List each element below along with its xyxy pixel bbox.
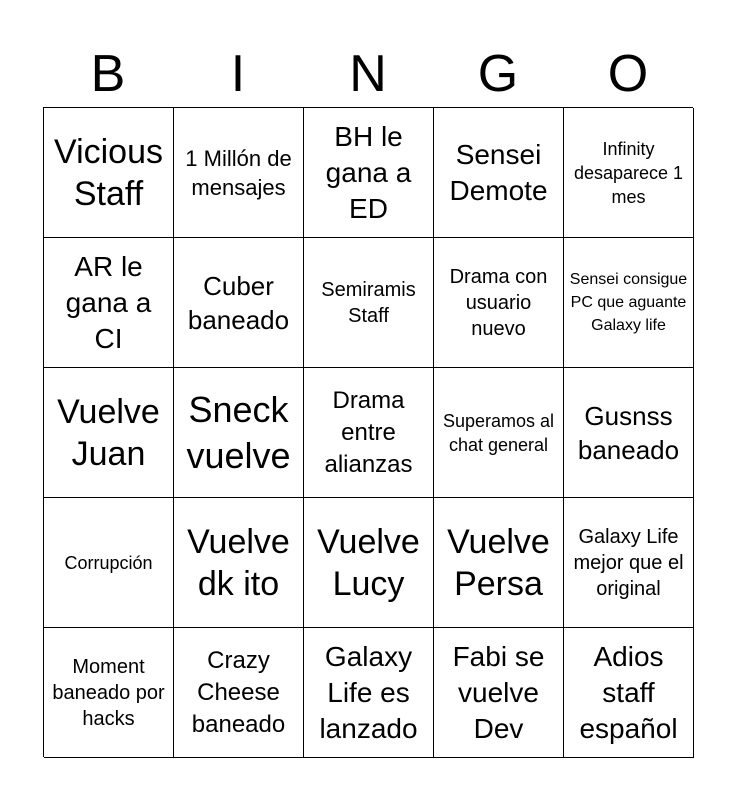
bingo-cell-text: Vuelve Persa bbox=[447, 522, 550, 603]
bingo-cell[interactable] bbox=[304, 368, 434, 498]
bingo-cell[interactable] bbox=[434, 238, 564, 368]
bingo-cell[interactable] bbox=[304, 628, 434, 758]
bingo-cell-text: Drama con usuario nuevo bbox=[449, 265, 548, 340]
bingo-cell-text: Vicious Staff bbox=[54, 132, 163, 213]
bingo-cell-text: Fabi se vuelve Dev bbox=[452, 640, 545, 744]
bingo-cell[interactable] bbox=[174, 108, 304, 238]
header-letter-i: I bbox=[230, 45, 246, 103]
bingo-cell[interactable] bbox=[44, 628, 174, 758]
bingo-cell-text: Vuelve dk ito bbox=[187, 522, 290, 603]
bingo-cell[interactable] bbox=[564, 238, 694, 368]
bingo-cell[interactable] bbox=[174, 368, 304, 498]
bingo-cell[interactable] bbox=[564, 628, 694, 758]
bingo-cell-text: Crazy Cheese baneado bbox=[191, 646, 286, 738]
header-letter-g: G bbox=[477, 45, 519, 103]
bingo-cell-text: Sneck vuelve bbox=[186, 388, 291, 476]
bingo-cell[interactable] bbox=[174, 498, 304, 628]
bingo-cell[interactable] bbox=[44, 368, 174, 498]
bingo-cell-text: Vuelve Juan bbox=[57, 392, 160, 473]
bingo-cell[interactable] bbox=[304, 498, 434, 628]
bingo-cell-text: Gusnss baneado bbox=[577, 400, 680, 465]
bingo-cell[interactable] bbox=[174, 628, 304, 758]
bingo-cell-text: AR le gana a CI bbox=[65, 250, 152, 354]
bingo-header bbox=[43, 44, 693, 104]
bingo-cell-text: Galaxy Life es lanzado bbox=[319, 640, 418, 744]
bingo-cell[interactable] bbox=[44, 498, 174, 628]
header-letter-n: N bbox=[349, 45, 387, 103]
bingo-cell[interactable] bbox=[434, 628, 564, 758]
bingo-cell-text: 1 Millón de mensajes bbox=[185, 145, 292, 200]
bingo-cell[interactable] bbox=[434, 108, 564, 238]
bingo-cell[interactable] bbox=[304, 238, 434, 368]
bingo-cell[interactable] bbox=[434, 368, 564, 498]
bingo-cell[interactable] bbox=[44, 238, 174, 368]
bingo-cell-text: Sensei consigue PC que aguante Galaxy life bbox=[569, 271, 688, 334]
bingo-cell-text: BH le gana a ED bbox=[325, 120, 412, 224]
bingo-cell[interactable] bbox=[564, 108, 694, 238]
bingo-cell-text: Drama entre alianzas bbox=[324, 386, 413, 478]
bingo-cell-text: Sensei Demote bbox=[449, 138, 548, 206]
bingo-cell-text: Corrupción bbox=[64, 552, 153, 573]
bingo-cell[interactable] bbox=[304, 108, 434, 238]
bingo-cell-text: Vuelve Lucy bbox=[317, 522, 420, 603]
bingo-cell[interactable] bbox=[564, 498, 694, 628]
bingo-cell-text: Moment baneado por hacks bbox=[52, 655, 165, 730]
bingo-cell-text: Superamos al chat general bbox=[442, 410, 555, 455]
bingo-cell-text: Infinity desaparece 1 mes bbox=[573, 138, 684, 207]
header-letter-o: O bbox=[607, 45, 649, 103]
bingo-cell[interactable] bbox=[44, 108, 174, 238]
bingo-cell-text: Galaxy Life mejor que el original bbox=[573, 525, 684, 600]
bingo-cell-text: Adios staff español bbox=[579, 640, 678, 744]
bingo-cell[interactable] bbox=[174, 238, 304, 368]
bingo-cell[interactable] bbox=[434, 498, 564, 628]
bingo-cell[interactable] bbox=[564, 368, 694, 498]
bingo-card-grid bbox=[43, 107, 693, 757]
bingo-cell-text: Semiramis Staff bbox=[321, 278, 416, 327]
header-letter-b: B bbox=[90, 45, 126, 103]
bingo-cell-text: Cuber baneado bbox=[187, 270, 290, 335]
